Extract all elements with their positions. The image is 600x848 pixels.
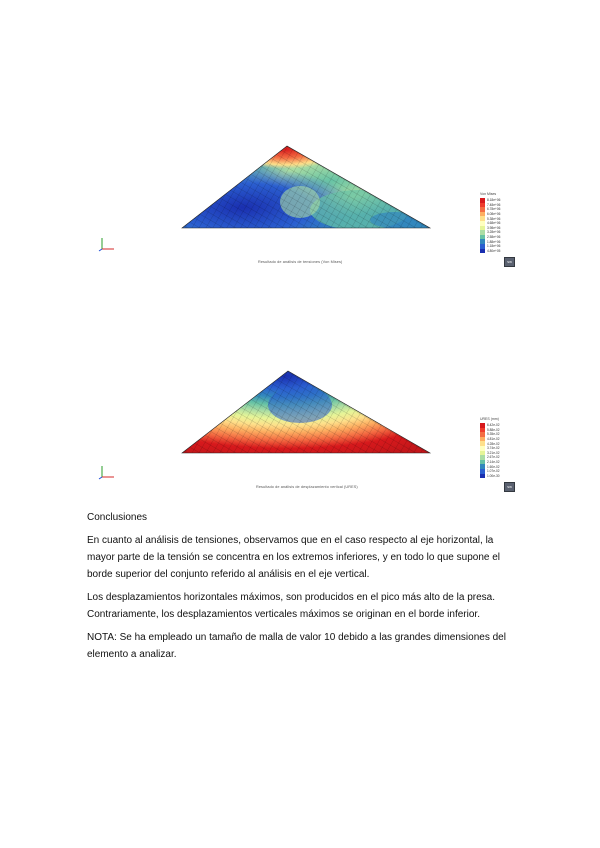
legend-label: 1.07e-02 [487,469,500,474]
paragraph-line: Contrariamente, los desplazamientos verticales máximos se originan en el borde inferior. [87,609,480,621]
legend-label: 2.58e+06 [487,235,501,240]
legend-label: 5.38e+06 [487,216,501,221]
legend-swatch [480,249,485,254]
legend-label: 2.14e-02 [487,460,500,465]
software-logo-icon: SW [504,482,515,492]
paragraph-displacement [87,589,517,623]
legend-label: 1.88e+06 [487,239,501,244]
legend-label: 7.48e+06 [487,202,501,207]
paragraph-text: NOTA: Se ha empleado un tamaño de malla de valor 10 debido a las grandes dimensiones del elemento a analizar. [87,632,506,661]
legend-label: 2.67e-02 [487,455,500,460]
displacement-figure [0,365,600,495]
legend-label: 4.80e+05 [487,248,501,253]
paragraph-text: En cuanto al análisis de tensiones, observamos que en el caso respecto al eje horizontal, la mayor parte de la tensión se concentra en los extremos inferiores, y en todo lo que supone el borde superior del conjunto referido al análisis en el eje vertical. [87,535,501,581]
legend-label: 6.42e-02 [487,423,500,428]
figure-caption: Resultado de análisis de tensiones (Von Mises) [258,260,343,264]
software-logo-icon: SW [504,257,515,267]
legend-label: 1.18e+06 [487,244,501,249]
stress-figure [0,140,600,270]
legend-row [480,249,516,254]
legend-title: Von Mises [480,192,497,196]
section-heading [87,509,517,526]
paragraph-line: Los desplazamientos horizontales máximos, son producidos en el pico más alto de la presa. [87,592,495,603]
legend-label: 4.28e-02 [487,441,500,446]
legend-label: 6.08e+06 [487,212,501,217]
legend-label: 4.68e+06 [487,221,501,226]
legend-label: 3.74e-02 [487,446,500,451]
paragraph-stress [87,532,517,584]
legend-label: 8.18e+06 [487,198,501,203]
legend-label: 3.98e+06 [487,225,501,230]
legend-label: 4.81e-02 [487,437,500,442]
paragraph-note [87,629,517,663]
heading-text: Conclusiones [87,512,148,523]
axis-triad-icon [96,235,116,253]
legend-label: 5.35e-02 [487,432,500,437]
legend-row [480,474,516,479]
legend-label: 1.60e-02 [487,464,500,469]
legend-title: URES (mm) [480,417,499,421]
legend-label: 5.88e-02 [487,427,500,432]
legend-label: 3.21e-02 [487,450,500,455]
legend-swatch [480,474,485,479]
axis-triad-icon [96,463,116,481]
figure-caption: Resultado de análisis de desplazamiento vertical (URES) [256,485,358,489]
color-legend [480,417,516,478]
legend-label: 1.00e-30 [487,473,500,478]
color-legend [480,192,516,253]
legend-label: 6.78e+06 [487,207,501,212]
legend-label: 3.28e+06 [487,230,501,235]
